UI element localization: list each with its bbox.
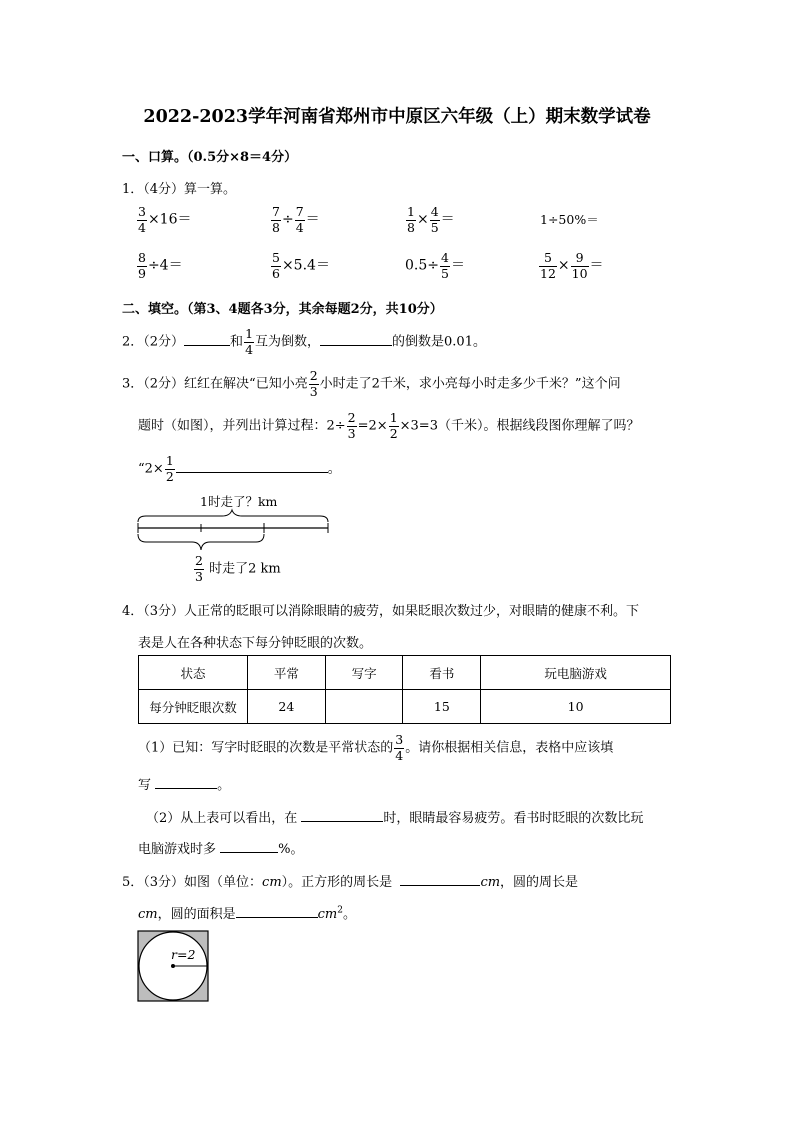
q3-bottom-brace bbox=[138, 534, 264, 550]
table-row bbox=[139, 690, 671, 724]
q4-blank-2[interactable] bbox=[301, 808, 383, 822]
q4-line-1: 4．（3分）人正常的眨眼可以消除眼睛的疲劳，如果眨眼次数过少，对眼睛的健康不利。下 bbox=[122, 604, 640, 619]
q3-blank[interactable] bbox=[176, 459, 328, 473]
q2-blank-1[interactable] bbox=[184, 332, 230, 346]
table-cell: 10 bbox=[481, 690, 671, 724]
table-header-cell: 平常 bbox=[248, 656, 326, 690]
q3-bottom-label: $\frac{2}{3}$ 时走了2 km bbox=[195, 553, 281, 584]
q5-line-2: cm，圆的面积是 $cm^2$。 bbox=[138, 905, 356, 922]
q4-sub-1: （1）已知：写字时眨眼的次数是平常状态的 $\frac{3}{4}$ 。请你根据相关信息，表格中应该填 bbox=[138, 732, 614, 763]
page-title: 2022-2023学年河南省郑州市中原区六年级（上）期末数学试卷 bbox=[143, 107, 651, 127]
q1-item-7: 0.5÷ $\frac{4}{5}$ ＝ bbox=[405, 250, 465, 281]
table-cell-writing-blank[interactable] bbox=[325, 690, 403, 724]
q1-heading: 1．（4分）算一算。 bbox=[122, 182, 237, 197]
q1-item-3: $\frac{1}{8}$ × $\frac{4}{5}$ ＝ bbox=[407, 204, 455, 235]
q1-item-2: $\frac{7}{8}$ ÷ $\frac{7}{4}$ ＝ bbox=[272, 204, 320, 235]
q1-item-4: 1÷50%＝ bbox=[540, 212, 599, 227]
q3-line-1: 3．（2分）红红在解决“已知小亮 $\frac{2}{3}$ 小时走了2千米，求小亮每小时走多少千米？”这个问 bbox=[122, 368, 621, 399]
table-header-row bbox=[139, 656, 671, 690]
q4-blank-1[interactable] bbox=[155, 775, 217, 789]
q5-line-1: 5．（3分）如图（单位：cm）。正方形的周长是 cm，圆的周长是 bbox=[122, 871, 578, 890]
q5-blank-2[interactable] bbox=[236, 904, 318, 918]
q2-blank-2[interactable] bbox=[320, 332, 392, 346]
q3-top-brace bbox=[138, 510, 328, 522]
table-header-cell: 状态 bbox=[139, 656, 248, 690]
table-cell: 15 bbox=[403, 690, 481, 724]
q4-line-2: 表是人在各种状态下每分钟眨眼的次数。 bbox=[138, 636, 373, 651]
section-one-heading: 一、口算。（0.5分×8＝4分） bbox=[122, 150, 298, 165]
q3-line-2: 题时（如图），并列出计算过程：2÷ $\frac{2}{3}$ =2× $\frac{1}{2}$ ×3=3（千米）。根据线段图你理解了吗？ bbox=[138, 410, 640, 441]
q3-line-3: “2× $\frac{1}{2}$ 。 bbox=[138, 453, 341, 484]
q3-segment-diagram bbox=[134, 508, 334, 558]
q1-item-5: $\frac{8}{9}$ ÷4＝ bbox=[138, 250, 183, 281]
section-two-heading: 二、填空。（第3、4题各3分，其余每题2分，共10分） bbox=[122, 302, 443, 317]
q4-blank-3[interactable] bbox=[220, 839, 278, 853]
table-header-cell: 写字 bbox=[325, 656, 403, 690]
blink-table bbox=[138, 655, 671, 724]
q3-top-label: 1时走了？km bbox=[200, 494, 278, 509]
q1-item-8: $\frac{5}{12}$ × $\frac{9}{10}$ ＝ bbox=[540, 250, 604, 281]
table-cell: 24 bbox=[248, 690, 326, 724]
q5-blank-1[interactable] bbox=[400, 872, 480, 886]
q5-square-circle-figure bbox=[137, 930, 209, 1002]
q2: 2．（2分） 和 $\frac{1}{4}$ 互为倒数， 的倒数是0.01。 bbox=[122, 326, 486, 357]
q4-sub-1-line-2: 写 。 bbox=[138, 774, 230, 793]
table-header-cell: 玩电脑游戏 bbox=[481, 656, 671, 690]
q1-item-1: $\frac{3}{4}$ ×16＝ bbox=[138, 204, 192, 235]
q4-sub-2-line-2: 电脑游戏时多 %。 bbox=[138, 838, 304, 857]
table-cell: 每分钟眨眼次数 bbox=[139, 690, 248, 724]
q5-center-point bbox=[171, 964, 175, 968]
q5-radius-label: r=2 bbox=[171, 947, 196, 962]
table-header-cell: 看书 bbox=[403, 656, 481, 690]
q4-sub-2: （2）从上表可以看出，在 时，眼睛最容易疲劳。看书时眨眼的次数比玩 bbox=[146, 807, 643, 826]
q1-item-6: $\frac{5}{6}$ ×5.4＝ bbox=[272, 250, 330, 281]
